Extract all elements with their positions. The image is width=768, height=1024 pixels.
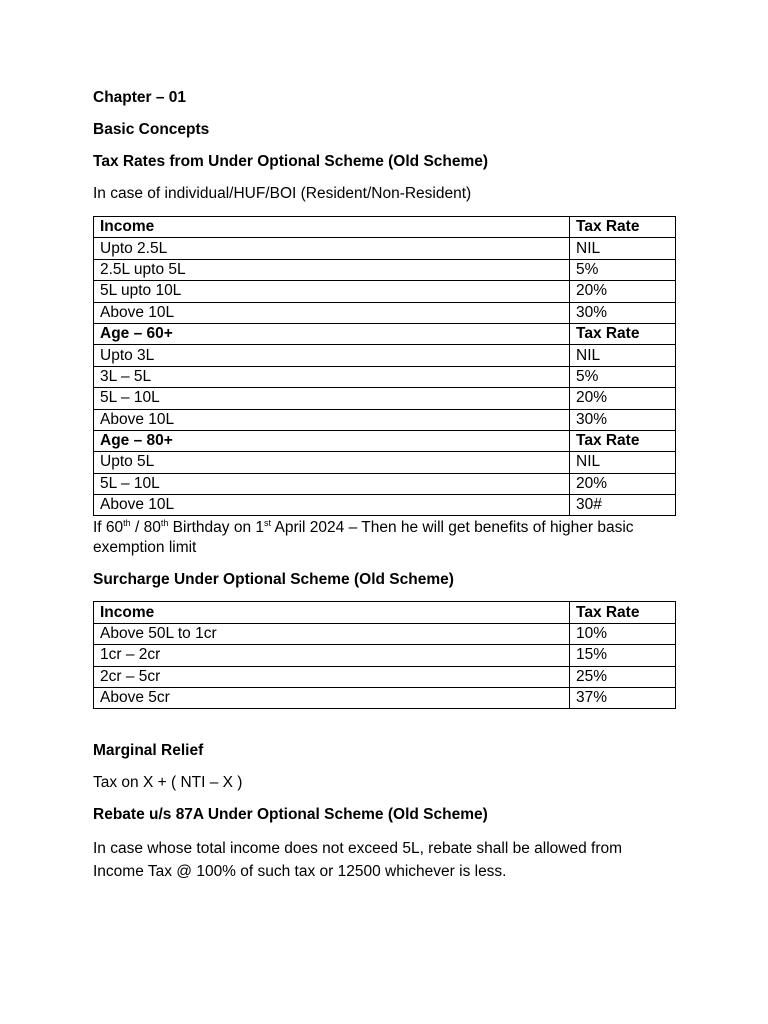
tax-rate-cell: 30%: [570, 302, 676, 323]
table-row: [94, 238, 676, 259]
income-cell: 1cr – 2cr: [94, 645, 570, 666]
income-cell: 3L – 5L: [94, 366, 570, 387]
document-body: [93, 88, 675, 883]
income-cell: Above 50L to 1cr: [94, 623, 570, 644]
tax-rate-cell: Tax Rate: [570, 323, 676, 344]
intro-text: In case of individual/HUF/BOI (Resident/Non-Resident): [93, 185, 472, 202]
table-row: [94, 623, 676, 644]
note-superscript: st: [264, 518, 272, 529]
table-row: [94, 666, 676, 687]
income-cell: Above 10L: [94, 409, 570, 430]
tax-rate-cell: 5%: [570, 259, 676, 280]
note-text: If 60: [93, 519, 124, 537]
table-row: [94, 473, 676, 494]
income-cell: Upto 5L: [94, 452, 570, 473]
tax-rate-cell: 5%: [570, 366, 676, 387]
income-cell: Income: [94, 602, 570, 623]
table-row: [94, 388, 676, 409]
section-subtitle: Basic Concepts: [93, 121, 210, 138]
table-header-row: [94, 602, 676, 623]
rebate-text: In case whose total income does not exceed 5L, rebate shall be allowed from Income Tax @ 100% of such tax or 12500 whichever is less.: [93, 840, 623, 881]
table-header-row: [94, 217, 676, 238]
income-cell: Age – 60+: [94, 323, 570, 344]
tax-rate-cell: 10%: [570, 623, 676, 644]
marginal-relief-formula: Tax on X + ( NTI – X ): [93, 774, 243, 792]
tax-rates-heading: Tax Rates from Under Optional Scheme (Old Scheme): [93, 153, 489, 170]
income-cell: Above 10L: [94, 495, 570, 516]
tax-rate-cell: Tax Rate: [570, 430, 676, 451]
income-cell: 5L upto 10L: [94, 281, 570, 302]
tax-rate-cell: Tax Rate: [570, 217, 676, 238]
rebate-heading: Rebate u/s 87A Under Optional Scheme (Old Scheme): [93, 806, 488, 824]
note-text: April 2024 – Then he will get benefits of higher basic exemption limit: [93, 519, 634, 557]
income-cell: 5L – 10L: [94, 388, 570, 409]
income-cell: Age – 80+: [94, 430, 570, 451]
tax-rate-cell: NIL: [570, 345, 676, 366]
note-superscript: th: [123, 518, 131, 529]
chapter-title: Chapter – 01: [93, 89, 187, 106]
tax-rate-cell: 30#: [570, 495, 676, 516]
tax-rate-cell: NIL: [570, 452, 676, 473]
surcharge-heading: Surcharge Under Optional Scheme (Old Scheme): [93, 571, 454, 589]
table-row: [94, 645, 676, 666]
tax-rates-table: [93, 216, 676, 516]
surcharge-table: [93, 601, 676, 709]
note-text: / 80: [130, 519, 161, 537]
table-row: [94, 409, 676, 430]
table-row: [94, 345, 676, 366]
table-row: [94, 281, 676, 302]
tax-rate-cell: 30%: [570, 409, 676, 430]
tax-rate-cell: Tax Rate: [570, 602, 676, 623]
marginal-relief-heading: Marginal Relief: [93, 742, 204, 760]
tax-rate-cell: 15%: [570, 645, 676, 666]
income-cell: Upto 2.5L: [94, 238, 570, 259]
tax-rate-cell: 25%: [570, 666, 676, 687]
income-cell: Upto 3L: [94, 345, 570, 366]
table-row: [94, 302, 676, 323]
tax-rate-cell: 20%: [570, 473, 676, 494]
tax-rate-cell: 37%: [570, 688, 676, 709]
income-cell: 5L – 10L: [94, 473, 570, 494]
income-cell: Above 10L: [94, 302, 570, 323]
table-row: [94, 495, 676, 516]
table-row: [94, 688, 676, 709]
note-text: Birthday on 1: [168, 519, 265, 537]
tax-rate-cell: NIL: [570, 238, 676, 259]
tax-rate-cell: 20%: [570, 281, 676, 302]
table-header-row: [94, 323, 676, 344]
income-cell: Above 5cr: [94, 688, 570, 709]
table-row: [94, 452, 676, 473]
income-cell: 2.5L upto 5L: [94, 259, 570, 280]
tax-rate-cell: 20%: [570, 388, 676, 409]
table-row: [94, 259, 676, 280]
income-cell: 2cr – 5cr: [94, 666, 570, 687]
table-row: [94, 366, 676, 387]
table-header-row: [94, 430, 676, 451]
birthday-note: [93, 518, 675, 558]
income-cell: Income: [94, 217, 570, 238]
note-superscript: th: [160, 518, 169, 529]
